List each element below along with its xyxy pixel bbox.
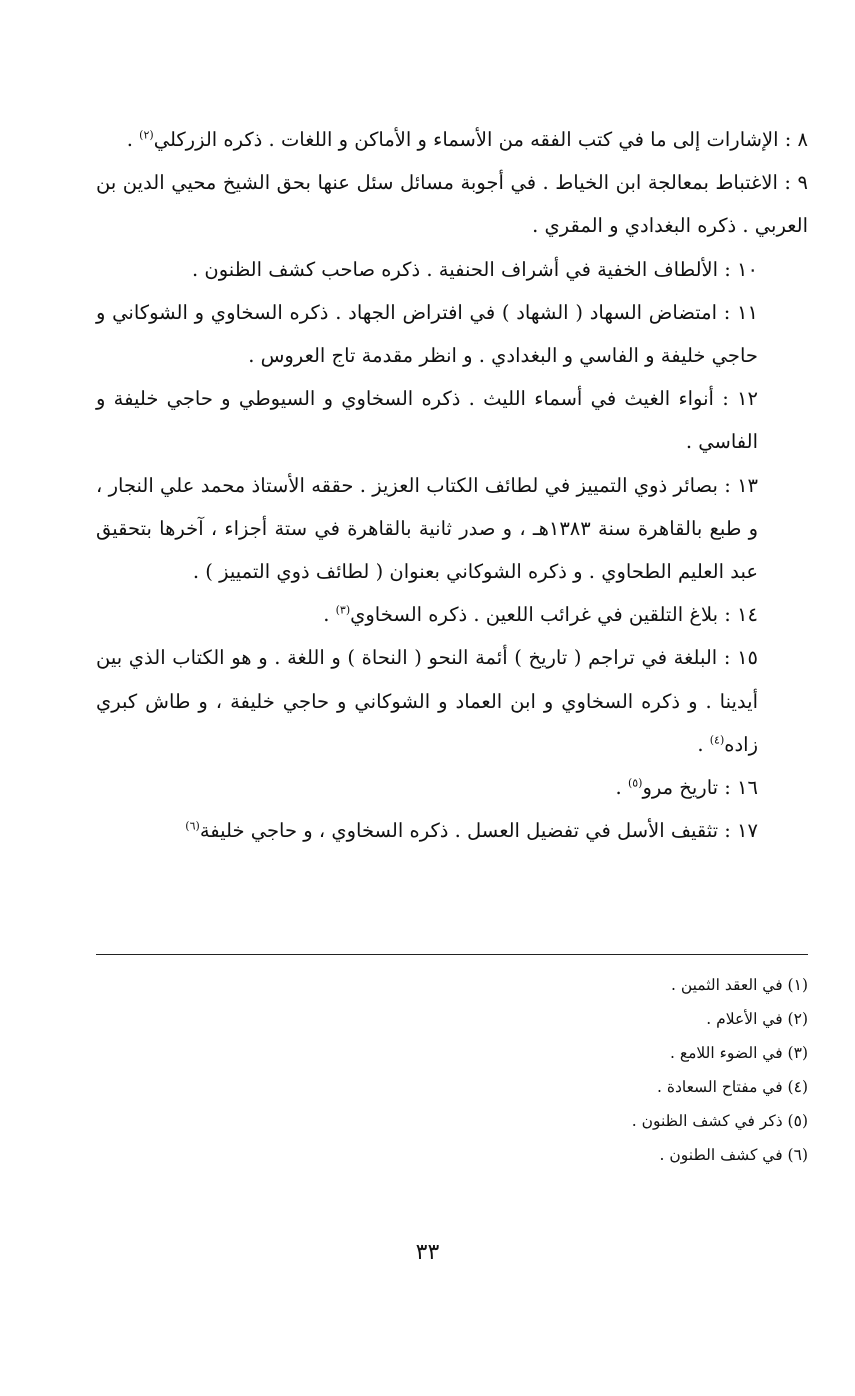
- footnote-ref: (٥): [627, 776, 643, 790]
- entry-number: ١٦: [737, 776, 758, 800]
- entry-text: البلغة في تراجم ( تاريخ ) أئمة النحو ( النحاة ) و اللغة . و هو الكتاب الذي بين أيدينا . و ذكره السخاوي و ابن العماد و الشوكاني و حاجي خليفة ، و طاش كبري زاده: [96, 646, 758, 756]
- entry-number: ١٤: [737, 603, 758, 627]
- entry-12: ١٢ : أنواء الغيث في أسماء الليث . ذكره السخاوي و السيوطي و حاجي خليفة و الفاسي .: [96, 387, 758, 454]
- footnote-5: (٥) ذكر في كشف الظنون .: [631, 1112, 808, 1130]
- entry-16: ١٦ : تاريخ مرو$^{(٥)}$ .: [615, 776, 758, 800]
- entry-text: بلاغ التلقين في غرائب اللعين . ذكره السخاوي: [350, 603, 719, 627]
- entry-number: ١٣: [737, 473, 759, 497]
- page-number: ٣٣: [415, 1240, 440, 1265]
- entry-11: ١١ : امتضاض السهاد ( الشهاد ) في افتراض الجهاد . ذكره السخاوي و الشوكاني و حاجي خليفة و الفاسي و البغدادي . و انظر مقدمة تاج العروس .: [96, 300, 758, 368]
- footnote-3: (٣) في الضوء اللامع .: [670, 1044, 808, 1062]
- footnotes: [96, 968, 808, 1172]
- footnote-2: (٢) في الأعلام .: [706, 1010, 808, 1028]
- entry-number: ١٥: [737, 646, 759, 670]
- entry-text: الاغتباط بمعالجة ابن الخياط . في أجوبة مسائل سئل عنها بحق الشيخ محيي الدين بن العربي . ذكره البغدادي و المقري .: [96, 171, 808, 238]
- footnote-divider: [96, 954, 808, 955]
- entry-number: ١٢: [737, 387, 758, 411]
- entry-14: ١٤ : بلاغ التلقين في غرائب اللعين . ذكره السخاوي$^{(٣)}$ .: [323, 603, 758, 627]
- entry-text: الإشارات إلى ما في كتب الفقه من الأسماء و الأماكن و اللغات . ذكره الزركلي: [153, 128, 779, 151]
- footnote-1: (١) في العقد الثمين .: [670, 976, 808, 994]
- entry-number: ٨: [797, 128, 808, 151]
- footnote-ref: (٢): [139, 128, 154, 142]
- entry-13: ١٣ : بصائر ذوي التمييز في لطائف الكتاب العزيز . حققه الأستاذ محمد علي النجار ، و طبع بالقاهرة سنة ١٣٨٣هـ ، و صدر ثانية بالقاهرة في ستة أجزاء ، آخرها بتحقيق عبد العليم الطحاوي . و ذكره الشوكاني بعنوان ( لطائف ذوي التمييز ) .: [96, 473, 759, 584]
- entry-15: ١٥ : البلغة في تراجم ( تاريخ ) أئمة النحو ( النحاة ) و اللغة . و هو الكتاب الذي بين أيدينا . و ذكره السخاوي و ابن العماد و الشوكاني و حاجي خليفة ، و طاش كبري زاده$^{(٤)}$ .: [96, 646, 759, 756]
- entry-number: ٩: [797, 171, 809, 195]
- entry-number: ١٧: [737, 819, 758, 843]
- entry-8: ٨ : الإشارات إلى ما في كتب الفقه من الأسماء و الأماكن و اللغات . ذكره الزركلي$^{(٢)}$ .: [126, 128, 808, 151]
- footnote-ref: (٤): [709, 733, 725, 747]
- entry-text: تثقيف الأسل في تفضيل العسل . ذكره السخاوي ، و حاجي خليفة: [199, 819, 719, 843]
- entry-9: ٩ : الاغتباط بمعالجة ابن الخياط . في أجوبة مسائل سئل عنها بحق الشيخ محيي الدين بن العربي . ذكره البغدادي و المقري .: [96, 171, 809, 238]
- entry-text: الألطاف الخفية في أشراف الحنفية . ذكره صاحب كشف الظنون .: [192, 257, 719, 281]
- entry-text: بصائر ذوي التمييز في لطائف الكتاب العزيز . حققه الأستاذ محمد علي النجار ، و طبع بالقاهرة سنة ١٣٨٣هـ ، و صدر ثانية بالقاهرة في ستة أجزاء ، آخرها بتحقيق عبد العليم الطحاوي . و ذكره الشوكاني بعنوان ( لطائف ذوي التمييز ) .: [96, 473, 758, 584]
- entry-number: ١٠: [737, 257, 758, 281]
- entry-17: ١٧ : تثقيف الأسل في تفضيل العسل . ذكره السخاوي ، و حاجي خليفة$^{(٦)}$: [185, 819, 758, 843]
- entry-text: أنواء الغيث في أسماء الليث . ذكره السخاوي و السيوطي و حاجي خليفة و الفاسي .: [96, 387, 758, 454]
- footnote-6: (٦) في كشف الطنون .: [659, 1146, 808, 1164]
- footnote-ref: (٣): [335, 603, 351, 617]
- entries-list: [96, 118, 808, 852]
- entry-10: ١٠ : الألطاف الخفية في أشراف الحنفية . ذكره صاحب كشف الظنون .: [192, 257, 758, 281]
- entry-text: امتضاض السهاد ( الشهاد ) في افتراض الجهاد . ذكره السخاوي و الشوكاني و حاجي خليفة و الفاسي و البغدادي . و انظر مقدمة تاج العروس .: [96, 300, 758, 368]
- entry-text: تاريخ مرو: [642, 776, 719, 800]
- footnote-4: (٤) في مفتاح السعادة .: [656, 1078, 808, 1096]
- footnote-ref: (٦): [185, 819, 200, 833]
- entry-number: ١١: [737, 300, 758, 324]
